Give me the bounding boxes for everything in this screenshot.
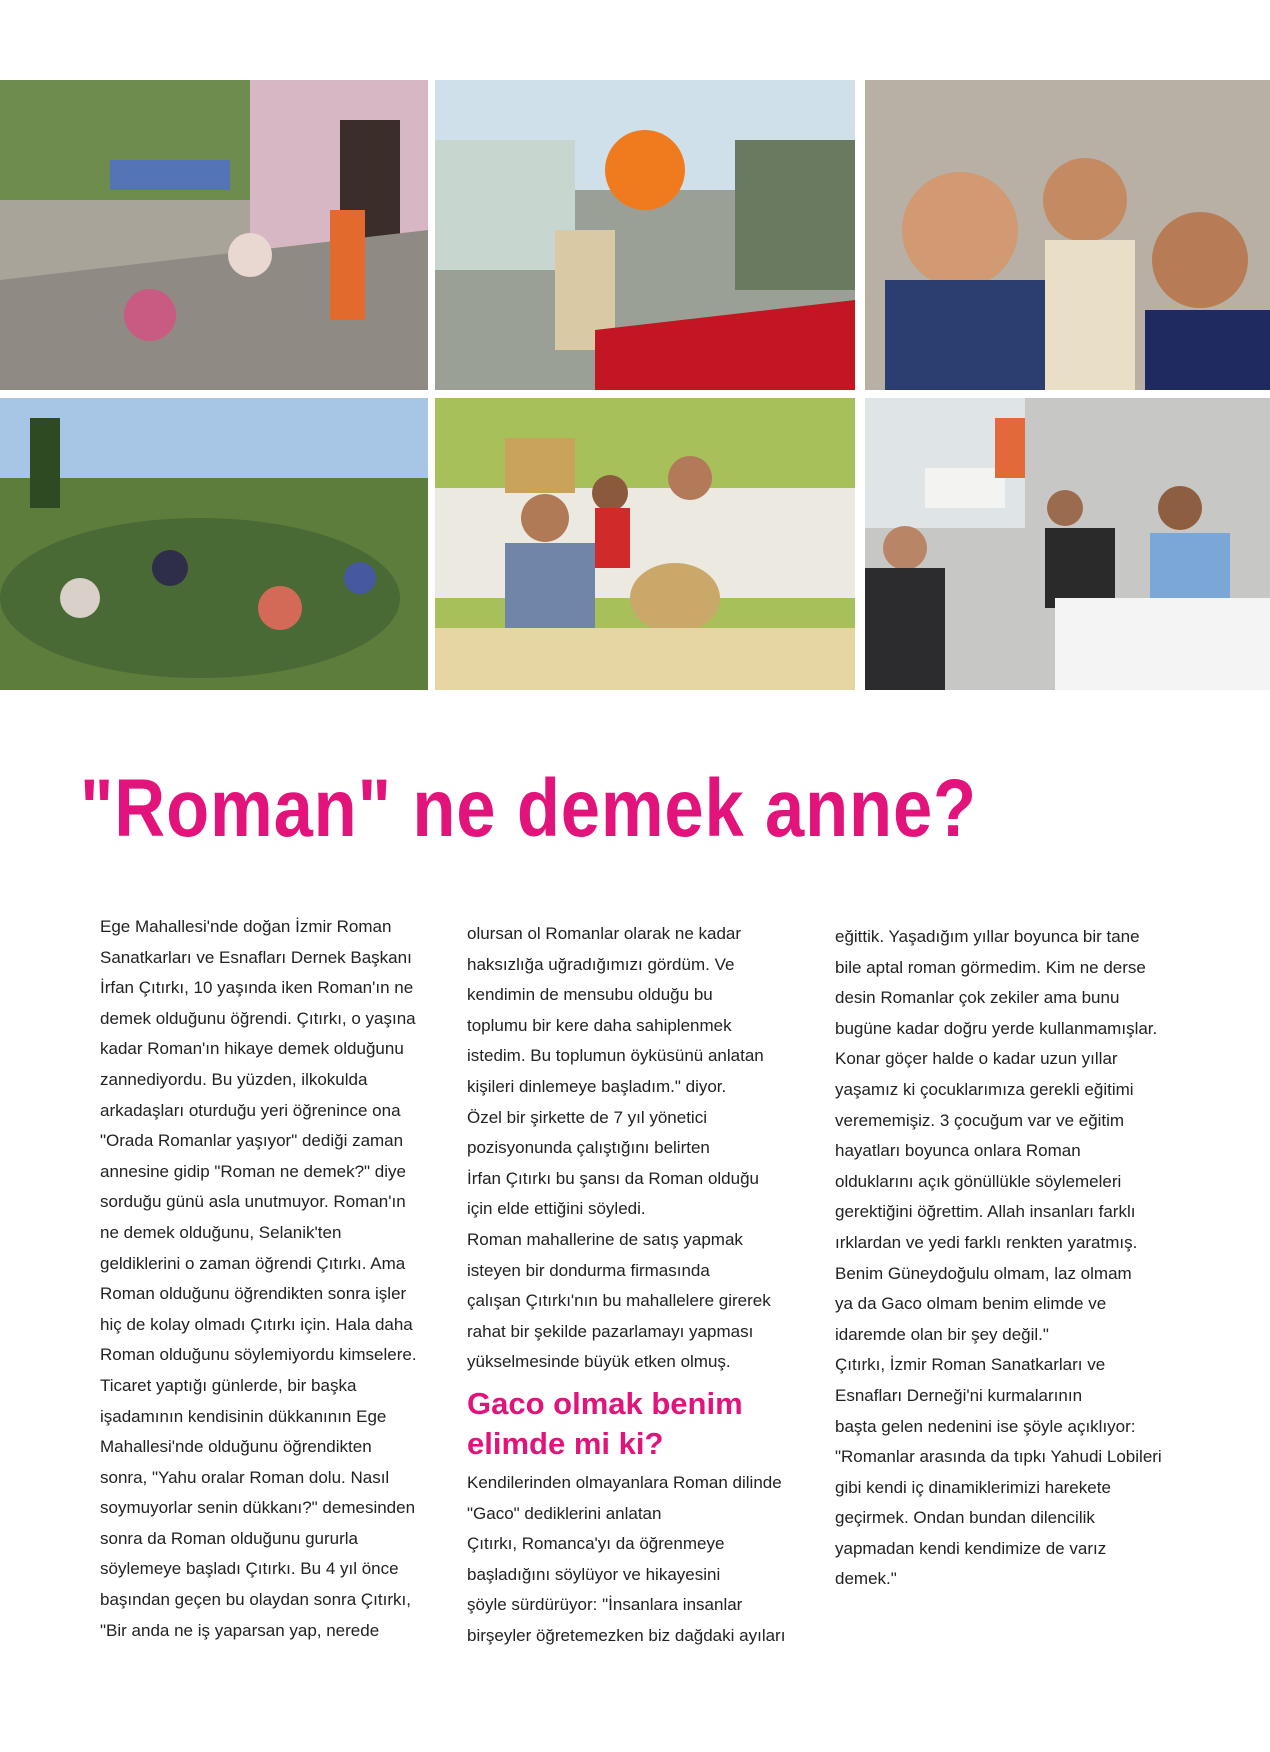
photo-children-playing-street: [0, 80, 428, 390]
text-line: geçirmek. Ondan bundan dilencilik: [835, 1508, 1095, 1528]
text-line: kadar Roman'ın hikaye demek olduğunu: [100, 1039, 404, 1059]
text-line: annesine gidip "Roman ne demek?" diye: [100, 1161, 406, 1181]
text-line: Benim Güneydoğulu olmam, laz olmam: [835, 1263, 1132, 1283]
article-column-1: [100, 912, 430, 1646]
text-line: ırklardan ve yedi farklı renkten yaratmış.: [835, 1232, 1138, 1252]
text-line: olursan ol Romanlar olarak ne kadar: [467, 924, 742, 943]
text-line: olduklarını açık gönüllükle söylemeleri: [835, 1171, 1122, 1191]
text-line: "Orada Romanlar yaşıyor" dediği zaman: [100, 1131, 404, 1151]
photo-musicians-smiling: [865, 80, 1270, 390]
text-line: başından geçen bu olaydan sonra Çıtırkı,: [100, 1590, 411, 1610]
text-line: ya da Gaco olmam benim elimde ve: [835, 1294, 1107, 1314]
text-line: desin Romanlar çok zekiler ama bunu: [835, 988, 1120, 1008]
text-line: yükselmesinde büyük etken olmuş.: [467, 1352, 731, 1372]
text-line: Mahallesi'nde olduğunu öğrendikten: [100, 1437, 372, 1457]
text-line: toplumu bir kere daha sahiplenmek: [467, 1015, 732, 1035]
text-line: Roman mahallerine de satış yapmak: [467, 1229, 743, 1249]
text-line: isteyen bir dondurma firmasında: [467, 1260, 710, 1280]
text-line: Kendilerinden olmayanlara Roman dilinde: [467, 1472, 782, 1492]
text-line: rahat bir şekilde pazarlamayı yapması: [467, 1321, 754, 1341]
text-line: yaşamız ki çocuklarımıza gerekli eğitimi: [835, 1079, 1134, 1099]
text-line: "Bir anda ne iş yaparsan yap, nerede: [100, 1620, 380, 1640]
text-line: Sanatkarları ve Esnafları Dernek Başkanı: [100, 947, 412, 967]
subheading-line: Gaco olmak benim: [467, 1385, 743, 1421]
photo-flower-seller: [435, 80, 855, 390]
text-line: Özel bir şirkette de 7 yıl yönetici: [467, 1107, 707, 1127]
text-line: başladığını söylüyor ve hikayesini: [467, 1564, 721, 1584]
text-line: idaremde olan bir şey değil.": [835, 1324, 1049, 1344]
text-line: Roman olduğunu öğrendikten sonra işler: [100, 1284, 407, 1304]
text-line: ne demek olduğunu, Selanik'ten: [100, 1222, 342, 1242]
text-line: birşeyler öğretemezken biz dağdaki ayıları: [467, 1625, 786, 1645]
text-line: gerektiğini öğrettim. Allah insanları farklı: [835, 1202, 1136, 1222]
article-column-2: [467, 919, 807, 1651]
text-line: demek olduğunu öğrendi. Çıtırkı, o yaşına: [100, 1008, 416, 1028]
text-line: arkadaşları oturduğu yeri öğrenince ona: [100, 1100, 401, 1120]
text-line: kendimin de mensubu olduğu bu: [467, 985, 713, 1005]
text-line: geldiklerini o zaman öğrendi Çıtırkı. Ama: [100, 1253, 406, 1273]
photo-basket-weavers: [435, 398, 855, 690]
article-headline: "Roman" ne demek anne?: [80, 763, 977, 854]
text-line: "Gaco" dediklerini anlatan: [467, 1503, 662, 1523]
text-line: hiç de kolay olmadı Çıtırkı için. Hala daha: [100, 1314, 413, 1334]
text-line: başta gelen nedenini ise şöyle açıklıyor:: [835, 1416, 1136, 1436]
text-line: Ticaret yaptığı günlerde, bir başka: [100, 1375, 357, 1395]
text-line: yapmadan kendi kendimize de varız: [835, 1538, 1107, 1558]
text-line: kişileri dinlemeye başladım." diyor.: [467, 1076, 727, 1096]
text-line: soymuyorlar senin dükkanı?" demesinden: [100, 1498, 416, 1518]
text-line: verememişiz. 3 çocuğum var ve eğitim: [835, 1110, 1125, 1130]
photo-interview-sidewalk: [865, 398, 1270, 690]
text-line: işadamının kendisinin dükkanının Ege: [100, 1406, 387, 1426]
text-line: Ege Mahallesi'nde doğan İzmir Roman: [100, 917, 392, 936]
subheading-line: elimde mi ki?: [467, 1425, 664, 1461]
text-line: çalışan Çıtırkı'nın bu mahallelere girerek: [467, 1291, 771, 1311]
text-line: gibi kendi iç dinamiklerimizi harekete: [835, 1477, 1111, 1497]
text-line: pozisyonunda çalıştığını belirten: [467, 1138, 710, 1158]
text-line: demek.": [835, 1569, 897, 1589]
text-line: sonra, "Yahu oralar Roman dolu. Nasıl: [100, 1467, 390, 1487]
text-line: eğittik. Yaşadığım yıllar boyunca bir tane: [835, 927, 1140, 946]
text-line: bile aptal roman görmedim. Kim ne derse: [835, 957, 1146, 977]
text-line: hayatları boyunca onlara Roman: [835, 1141, 1081, 1161]
photo-park-gathering: [0, 398, 428, 690]
text-line: sonra da Roman olduğunu gururla: [100, 1528, 359, 1548]
text-line: sorduğu günü asla unutmuyor. Roman'ın: [100, 1192, 406, 1212]
text-line: şöyle sürdürüyor: "İnsanlara insanlar: [467, 1595, 743, 1615]
text-line: Çıtırkı, İzmir Roman Sanatkarları ve: [835, 1355, 1106, 1375]
text-line: Roman olduğunu söylemiyordu kimselere.: [100, 1345, 417, 1365]
text-line: İrfan Çıtırkı, 10 yaşında iken Roman'ın ne: [100, 978, 414, 998]
text-line: Konar göçer halde o kadar uzun yıllar: [835, 1049, 1118, 1069]
text-line: haksızlığa uğradığımızı gördüm. Ve: [467, 954, 735, 974]
text-line: Esnafları Derneği'ni kurmalarının: [835, 1385, 1083, 1405]
text-line: İrfan Çıtırkı bu şansı da Roman olduğu: [467, 1168, 759, 1188]
text-line: "Romanlar arasında da tıpkı Yahudi Lobileri: [835, 1447, 1162, 1467]
text-line: Çıtırkı, Romanca'yı da öğrenmeye: [467, 1534, 725, 1554]
article-column-3: [835, 922, 1175, 1595]
text-line: için elde ettiğini söyledi.: [467, 1199, 646, 1219]
article-subheading: [467, 1384, 807, 1464]
text-line: söylemeye başladı Çıtırkı. Bu 4 yıl önce: [100, 1559, 399, 1579]
text-line: bugüne kadar doğru yerde kullanmamışlar.: [835, 1018, 1158, 1038]
text-line: zannediyordu. Bu yüzden, ilkokulda: [100, 1069, 368, 1089]
text-line: istedim. Bu toplumun öyküsünü anlatan: [467, 1046, 764, 1066]
